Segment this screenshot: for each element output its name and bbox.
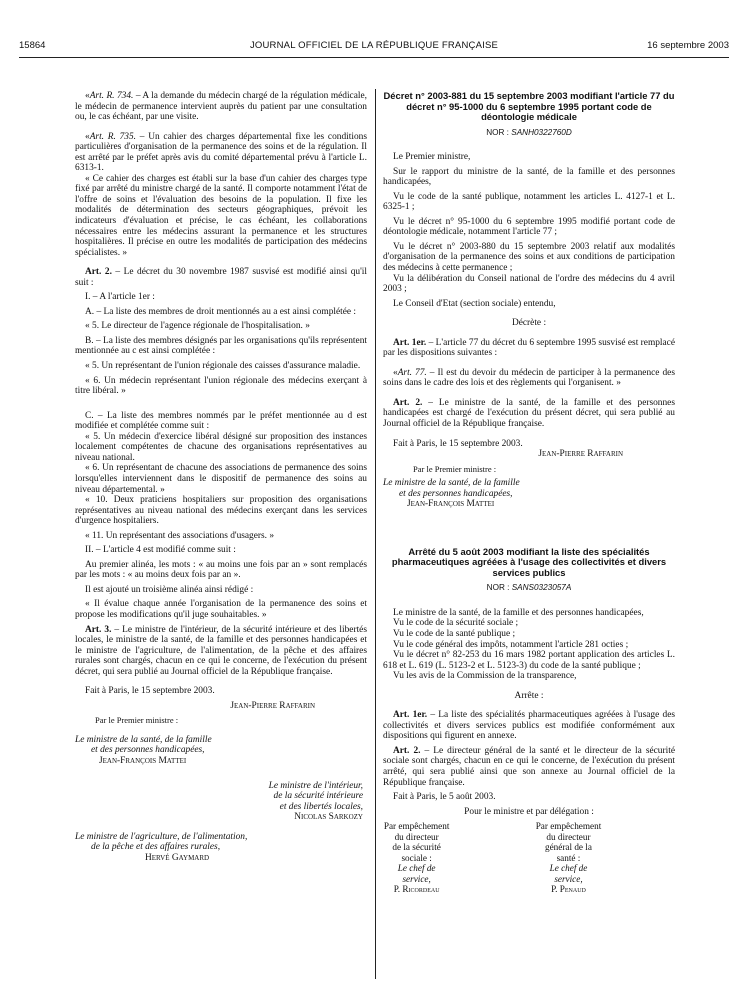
vu-code-impots: Vu le code général des impôts, notamment l'article 281 octies ;	[393, 639, 629, 650]
item-c6: « 6. Un représentant de chacune des associations de permanence des soins lorsqu'elles interviennent dans le dispositif de permanence des soins au niveau départemental. »	[75, 463, 367, 495]
minister-health-block: Le ministre de la santé, de la famille et des personnes handicapées, Jean-François Mattei	[75, 734, 212, 766]
vu-avis-commission: Vu les avis de la Commission de la transparence,	[393, 671, 577, 682]
vu-deliberation: Vu la délibération du Conseil national de l'ordre des médecins du 4 avril 2003 ;	[383, 273, 675, 295]
fait-a-paris: Fait à Paris, le 15 septembre 2003.	[85, 686, 215, 697]
arrete-article-2: Art. 2. – Le directeur général de la santé et le directeur de la sécurité sociale sont chargés, chacun en ce qui le concerne, de l'exécution du présent arrêté, qui sera publié ainsi que son annexe au Journal officiel de la République française.	[383, 745, 675, 788]
cahier-paragraph: « Ce cahier des charges est établi sur la base d'un cahier des charges type fixé par arrêté du ministre chargé de la santé. Il comporte notamment l'état de l'offre de soins et l'évaluation des besoins de la population. Il fixe les modalités de détermination des secteurs géographiques, prévoit les indicateurs d'évaluation et précise, le cas échéant, les collaborations nécessaires entre les médecins assurant la permanence et les structures hospitalières. Il précise en outre les modalités de participation des médecins spécialistes. »	[75, 173, 367, 258]
left-column	[75, 91, 367, 863]
article-1-heading: I. – A l'article 1er :	[85, 292, 155, 303]
article-3: Art. 3. – Le ministre de l'intérieur, de la sécurité intérieure et des libertés locales, le ministre de la santé, de la famille et des personnes handicapées et le ministre de l'agriculture, de l'alimentation, de la pêche et des affaires rurales sont chargés, chacun en ce qui le concerne, de l'exécution du présent décret, qui sera publié au Journal officiel de la République française.	[75, 624, 367, 677]
item-c5: « 5. Un médecin d'exercice libéral désigné sur proposition des instances localement compétentes de chacune des organisations représentatives au niveau national.	[75, 431, 367, 463]
arrete-fait: Fait à Paris, le 5 août 2003.	[393, 792, 496, 803]
item-b6: « 6. Un médecin représentant l'union régionale des médecins exerçant à titre libéral. »	[75, 375, 367, 397]
article-2: Art. 2. – Le décret du 30 novembre 1987 susvisé est modifié ainsi qu'il suit :	[75, 267, 367, 288]
paragraph-c: C. – La liste des membres nommés par le préfet mentionnée au d est modifiée et complétée comme suit :	[75, 410, 367, 432]
decret-article-2: Art. 2. – Le ministre de la santé, de la famille et des personnes handicapées est chargé de l'exécution du présent décret, qui sera publié au Journal officiel de la République française.	[383, 397, 675, 429]
decret-title: Décret n° 2003-881 du 15 septembre 2003 modifiant l'article 77 du décret n° 95-1000 du 6 septembre 1995 portant code de déontologie médicale	[383, 90, 675, 122]
decret-fait: Fait à Paris, le 15 septembre 2003.	[393, 438, 523, 449]
vu-decret-95: Vu le décret n° 95-1000 du 6 septembre 1995 modifié portant code de déontologie médicale, notamment l'article 77 ;	[383, 216, 675, 238]
vu-decret-2003-880: Vu le décret n° 2003-880 du 15 septembre 2003 relatif aux modalités d'organisation de la permanence des soins et aux conditions de participation des médecins à cette permanence ;	[383, 241, 675, 273]
decret-minister-block: Le ministre de la santé, de la famille et des personnes handicapées, Jean-François Mattei	[383, 478, 520, 510]
right-column	[383, 91, 675, 895]
decret-nor: NOR : SANH0322760D	[486, 127, 572, 137]
vu-code-securite-sociale: Vu le code de la sécurité sociale ;	[393, 618, 519, 629]
arrete-nor: NOR : SANS0323057A	[486, 583, 572, 593]
page-number: 15864	[19, 40, 46, 51]
conseil-etat: Le Conseil d'Etat (section sociale) entendu,	[393, 298, 556, 309]
column-divider	[375, 89, 376, 979]
vu-code-sante: Vu le code de la santé publique, notamment les articles L. 4127-1 et L. 6325-1 ;	[383, 191, 675, 213]
arrete-title: Arrêté du 5 août 2003 modifiant la liste des spécialités pharmaceutiques agréées à l'usage des collectivités et divers services publics	[391, 545, 667, 578]
vu-code-sante-publique: Vu le code de la santé publique ;	[393, 628, 516, 639]
paragraph-a: A. – La liste des membres de droit mentionnés au a est ainsi complétée :	[85, 306, 357, 317]
minister-interior-block: Le ministre de l'intérieur, de la sécurité intérieure et des libertés locales, Nicolas Sarkozy	[268, 780, 363, 823]
premier-alinea: Au premier alinéa, les mots : « au moins une fois par an » sont remplacés par les mots : « au moins deux fois par an ».	[75, 559, 367, 581]
par-premier-ministre: Par le Premier ministre :	[95, 715, 179, 726]
item-c10: « 10. Deux praticiens hospitaliers sur proposition des organisations représentatives au niveau national des médecins exerçant dans les services d'urgence hospitaliers.	[75, 495, 367, 527]
vu-rapport: Sur le rapport du ministre de la santé, de la famille et des personnes handicapées,	[383, 166, 675, 188]
signature-securite-sociale: Par empêchement du directeur de la sécurité sociale : Le chef de service, P. Ricordeau	[383, 821, 450, 895]
article-77: «Art. 77. – Il est du devoir du médecin de participer à la permanence des soins dans le cadre des lois et des règlements qui l'organisent. »	[383, 367, 675, 389]
arrete-heading: Arrête :	[514, 690, 544, 701]
header-rule	[19, 57, 729, 58]
article-4-heading: II. – L'article 4 est modifié comme suit :	[85, 545, 236, 556]
troisieme-alinea: Il est ajouté un troisième alinéa ainsi rédigé :	[85, 584, 254, 595]
arrete-ministre: Le ministre de la santé, de la famille et des personnes handicapées,	[393, 607, 644, 618]
item-a5: « 5. Le directeur de l'agence régionale de l'hospitalisation. »	[85, 321, 310, 332]
signature-sante: Par empêchement du directeur général de la santé : Le chef de service, P. Penaud	[535, 821, 602, 895]
par-delegation: Pour le ministre et par délégation :	[464, 806, 594, 817]
journal-title: JOURNAL OFFICIEL DE LA RÉPUBLIQUE FRANÇAISE	[249, 40, 499, 51]
item-c11: « 11. Un représentant des associations d'usagers. »	[85, 530, 275, 541]
decrete: Décrète :	[511, 318, 547, 329]
decret-par-premier: Par le Premier ministre :	[413, 463, 497, 474]
vu-decret-82-253: Vu le décret n° 82-253 du 16 mars 1982 portant application des articles L. 618 et L. 619 (L. 5123-2 et L. 5123-3) du code de la santé publique ;	[383, 650, 675, 671]
minister-agriculture-block: Le ministre de l'agriculture, de l'alimentation, de la pêche et des affaires rurales, Hervé Gaymard	[75, 831, 248, 863]
issue-date: 16 septembre 2003	[647, 40, 729, 51]
evalue-paragraph: « Il évalue chaque année l'organisation de la permanence des soins et propose les modifications qu'il juge souhaitables. »	[75, 599, 367, 620]
item-b5: « 5. Un représentant de l'union régionale des caisses d'assurance maladie.	[85, 361, 361, 372]
article-r734: «Art. R. 734. – A la demande du médecin chargé de la régulation médicale, le médecin de permanence intervient auprès du patient par une consultation ou, le cas échéant, par une visite.	[75, 91, 367, 123]
paragraph-b: B. – La liste des membres désignés par les organisations qu'ils représentent mentionnée au c est ainsi complétée :	[75, 335, 367, 357]
arrete-signatures	[383, 821, 675, 895]
page-header	[19, 40, 729, 56]
premier-ministre: Le Premier ministre,	[393, 152, 471, 163]
arrete-article-1: Art. 1er. – La liste des spécialités pharmaceutiques agréées à l'usage des collectivités et divers services publics est modifiée conformément aux dispositions qui figurent en annexe.	[383, 710, 675, 742]
decret-article-1: Art. 1er. – L'article 77 du décret du 6 septembre 1995 susvisé est remplacé par les dispositions suivantes :	[383, 337, 676, 359]
decret-signature: Jean-Pierre Raffarin	[538, 449, 623, 460]
article-r735: «Art. R. 735. – Un cahier des charges départemental fixe les conditions particulières d'organisation de la permanence des soins et de la régulation. Il est arrêté par le préfet après avis du comité départemental prévu à l'article L. 6313-1.	[75, 131, 367, 174]
signature-premier-ministre: Jean-Pierre Raffarin	[230, 700, 315, 711]
